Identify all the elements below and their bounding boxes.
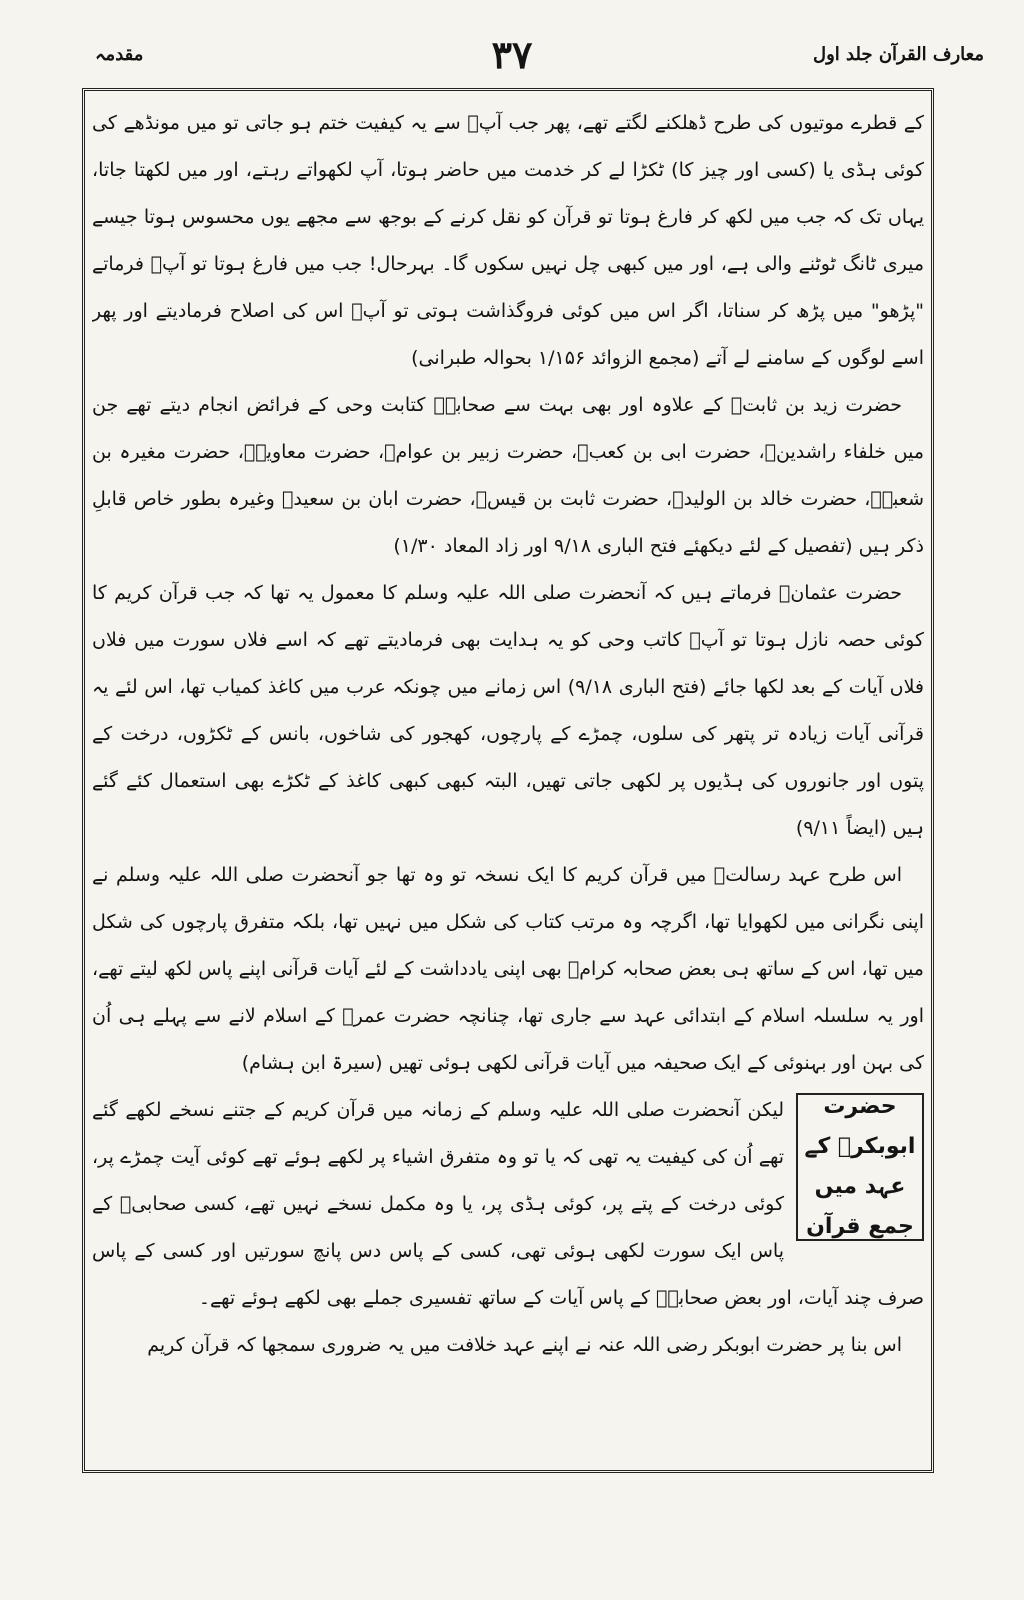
side-heading: حضرت ابوبکرؓ کے عہد میں جمع قرآن (804, 1094, 916, 1239)
section-label: مقدمہ (95, 44, 144, 65)
book-title: معارف القرآن جلد اول (812, 44, 984, 65)
paragraph-4: اس طرح عہد رسالتؐ میں قرآن کریم کا ایک نسخہ تو وہ تھا جو آنحضرت صلی اللہ علیہ وسلم نے اپنی نگرانی میں لکھوایا تھا، اگرچہ وہ مرتب کتاب کی شکل میں نہیں تھا، بلکہ متفرق پارچوں کی شکل میں تھا، اس کے ساتھ ہی بعض صحابہ کرامؓ بھی اپنی یادداشت کے لئے آیات قرآنی اپنے پاس لکھ لیتے تھے، اور یہ سلسلہ اسلام کے ابتدائی عہد سے جاری تھا، چنانچہ حضرت عمرؓ کے اسلام لانے سے پہلے ہی اُن کی بہن اور بہنوئی کے ایک صحیفہ میں آیات قرآنی لکھی ہوئی تھیں (سیرۃ ابن ہشام) (92, 864, 924, 1074)
paragraph-2: حضرت زید بن ثابتؓ کے علاوہ اور بھی بہت سے صحابہؓ کتابت وحی کے فرائض انجام دیتے تھے جن میں خلفاء راشدینؓ، حضرت ابی بن کعبؓ، حضرت زبیر بن عوامؓ، حضرت معاویہؓ، حضرت مغیرہ بن شعبہؓ، حضرت خالد بن الولیدؓ، حضرت ثابت بن قیسؓ، حضرت ابان بن سعیدؓ وغیرہ بطور خاص قابلِ ذکر ہیں (تفصیل کے لئے دیکھئے فتح الباری ۹/۱۸ اور زاد المعاد ۱/۳۰) (92, 394, 924, 557)
paragraph-1: کے قطرے موتیوں کی طرح ڈھلکنے لگتے تھے، پھر جب آپؐ سے یہ کیفیت ختم ہو جاتی تو میں مونڈھے کی کوئی ہڈی یا (کسی اور چیز کا) ٹکڑا لے کر خدمت میں حاضر ہوتا، آپ لکھواتے رہتے، اور میں لکھتا جاتا، یہاں تک کہ جب میں لکھ کر فارغ ہوتا تو قرآن کو نقل کرنے کے بوجھ سے مجھے یوں محسوس ہوتا جیسے میری ٹانگ ٹوٹنے والی ہے، اور میں کبھی چل نہیں سکوں گا۔ بہرحال! جب میں فارغ ہوتا تو آپؐ فرماتے "پڑھو" میں پڑھ کر سناتا، اگر اس میں کوئی فروگذاشت ہوتی تو آپؐ اس کی اصلاح فرمادیتے اور پھر اسے لوگوں کے سامنے لے آتے (مجمع الزوائد ۱/۱۵۶ بحوالہ طبرانی) (92, 112, 924, 369)
paragraph-6: اس بنا پر حضرت ابوبکر رضی اللہ عنہ نے اپنے عہد خلافت میں یہ ضروری سمجھا کہ قرآن کریم (147, 1334, 902, 1356)
page-body (92, 100, 924, 1440)
page-header (40, 32, 984, 78)
paragraph-5: لیکن آنحضرت صلی اللہ علیہ وسلم کے زمانہ میں قرآن کریم کے جتنے نسخے لکھے گئے تھے اُن کی کیفیت یہ تھی کہ یا تو وہ متفرق اشیاء پر لکھے ہوئے تھے کوئی آیت چمڑے پر، کوئی درخت کے پتے پر، کوئی ہڈی پر، یا وہ مکمل نسخے نہیں تھے، کسی صحابیؓ کے پاس ایک سورت لکھی ہوئی تھی، کسی کے پاس دس پانچ سورتیں اور کسی کے پاس صرف چند آیات، اور بعض صحابہؓ کے پاس آیات کے ساتھ تفسیری جملے بھی لکھے ہوئے تھے۔ (92, 1099, 924, 1309)
page-number: ۳۷ (491, 32, 533, 77)
side-heading-box (796, 1093, 924, 1241)
paragraph-3: حضرت عثمانؓ فرماتے ہیں کہ آنحضرت صلی اللہ علیہ وسلم کا معمول یہ تھا کہ جب قرآن کریم کا کوئی حصہ نازل ہوتا تو آپؐ کاتب وحی کو یہ ہدایت بھی فرمادیتے تھے کہ اسے فلاں سورت میں فلاں فلاں آیات کے بعد لکھا جائے (فتح الباری ۹/۱۸) اس زمانے میں چونکہ عرب میں کاغذ کمیاب تھا، اس لئے یہ قرآنی آیات زیادہ تر پتھر کی سلوں، چمڑے کے پارچوں، کھجور کی شاخوں، بانس کے ٹکڑوں، درخت کے پتوں اور جانوروں کی ہڈیوں پر لکھی جاتی تھیں، البتہ کبھی کبھی کاغذ کے ٹکڑے بھی استعمال کئے گئے ہیں (ایضاً ۹/۱۱) (92, 582, 924, 839)
